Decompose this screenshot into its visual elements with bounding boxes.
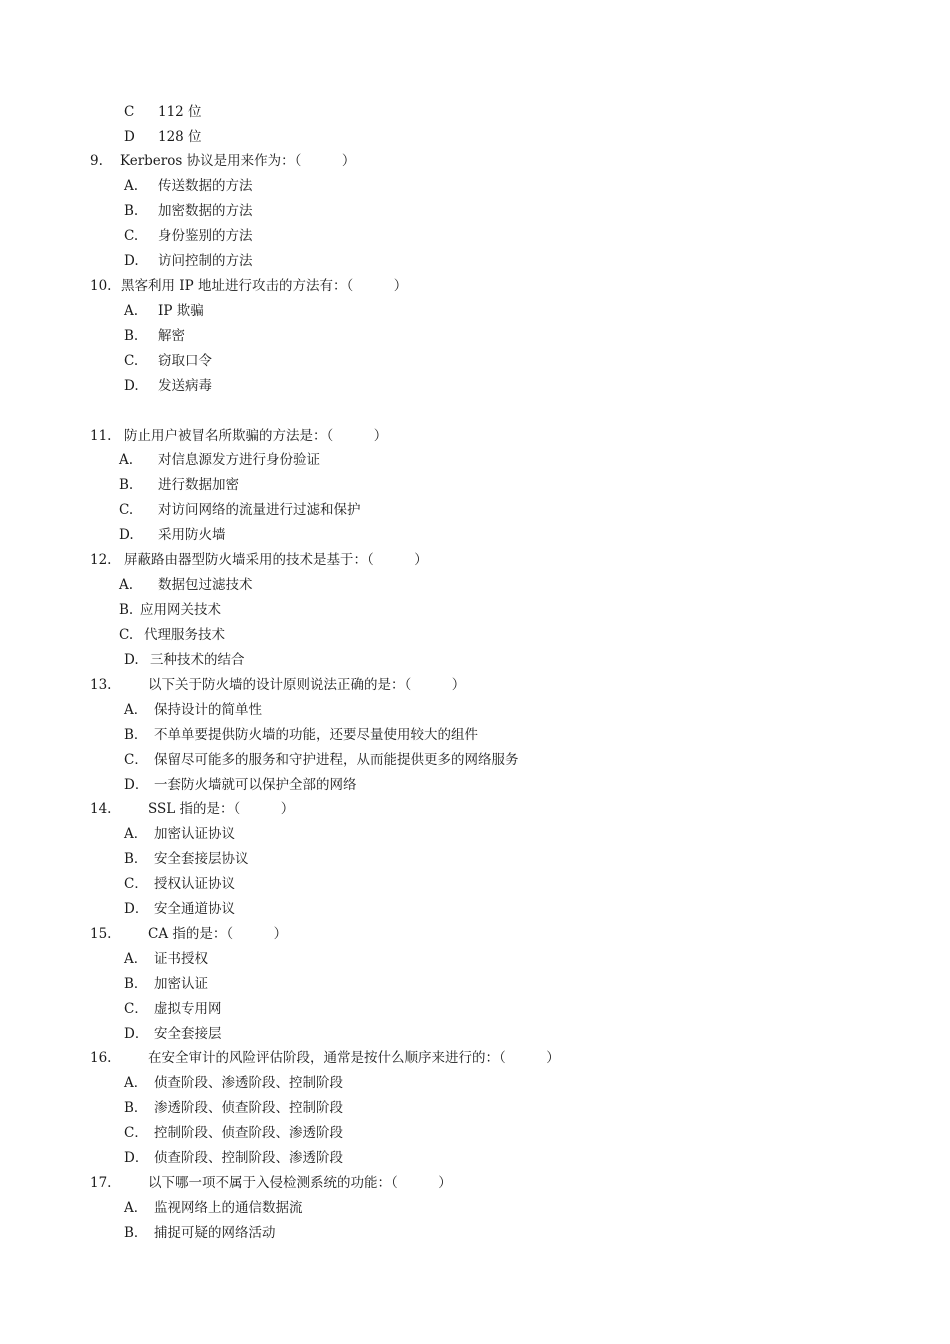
- option-text: 对访问网络的流量进行过滤和保护: [158, 502, 361, 518]
- option-label: D.: [119, 527, 134, 543]
- option-label: D.: [124, 652, 139, 668]
- option-text: 应用网关技术: [140, 602, 221, 618]
- question-text: 以下哪一项不属于入侵检测系统的功能：（ ）: [148, 1175, 452, 1191]
- option-text: 传送数据的方法: [158, 178, 253, 194]
- option-label: A．: [124, 1075, 148, 1091]
- question-label: 9.: [90, 153, 103, 169]
- question-label: 11.: [90, 428, 112, 444]
- option-text: 代理服务技术: [144, 627, 225, 643]
- question-label: 15.: [90, 926, 112, 942]
- option-label: C.: [119, 627, 134, 643]
- option-label: C: [124, 104, 135, 120]
- option-text: IP 欺骗: [158, 303, 204, 319]
- question-text: 防止用户被冒名所欺骗的方法是：（ ）: [124, 428, 388, 444]
- option-label: B.: [124, 328, 139, 344]
- question-text: Kerberos 协议是用来作为：（ ）: [120, 153, 356, 169]
- option-text: 虚拟专用网: [154, 1001, 222, 1017]
- option-text: 进行数据加密: [158, 477, 239, 493]
- option-label: C.: [124, 353, 139, 369]
- option-label: A.: [124, 178, 139, 194]
- option-label: D.: [124, 253, 139, 269]
- option-text: 保留尽可能多的服务和守护进程，从而能提供更多的网络服务: [154, 752, 519, 768]
- option-text: 授权认证协议: [154, 876, 235, 892]
- question-text: 以下关于防火墙的设计原则说法正确的是：（ ）: [148, 677, 466, 693]
- option-text: 安全套接层协议: [154, 851, 249, 867]
- option-label: A.: [119, 452, 134, 468]
- option-text: 窃取口令: [158, 353, 212, 369]
- option-label: A．: [124, 1200, 148, 1216]
- option-label: D.: [124, 378, 139, 394]
- option-text: 安全通道协议: [154, 901, 235, 917]
- option-text: 采用防火墙: [158, 527, 226, 543]
- option-label: C.: [119, 502, 134, 518]
- option-label: B.: [119, 477, 134, 493]
- option-text: 监视网络上的通信数据流: [154, 1200, 303, 1216]
- question-label: 10.: [90, 278, 112, 294]
- option-label: A.: [119, 577, 134, 593]
- option-text: 三种技术的结合: [150, 652, 245, 668]
- option-text: 不单单要提供防火墙的功能，还要尽量使用较大的组件: [154, 727, 478, 743]
- option-text: 对信息源发方进行身份验证: [158, 452, 320, 468]
- option-label: D．: [124, 1026, 149, 1042]
- option-text: 数据包过滤技术: [158, 577, 253, 593]
- option-label: B．: [124, 976, 148, 992]
- option-label: B．: [124, 1100, 148, 1116]
- option-text: 访问控制的方法: [158, 253, 253, 269]
- option-label: C．: [124, 1001, 148, 1017]
- option-text: 发送病毒: [158, 378, 212, 394]
- option-label: D．: [124, 901, 149, 917]
- option-text: 安全套接层: [154, 1026, 222, 1042]
- option-label: D．: [124, 777, 149, 793]
- option-text: 控制阶段、侦查阶段、渗透阶段: [154, 1125, 343, 1141]
- question-text: CA 指的是：（ ）: [148, 926, 288, 942]
- question-label: 17.: [90, 1175, 112, 1191]
- option-label: B．: [124, 727, 148, 743]
- option-text: 128 位: [158, 129, 202, 145]
- question-label: 14.: [90, 801, 112, 817]
- option-text: 解密: [158, 328, 185, 344]
- option-text: 身份鉴别的方法: [158, 228, 253, 244]
- option-label: C．: [124, 876, 148, 892]
- option-text: 侦查阶段、渗透阶段、控制阶段: [154, 1075, 343, 1091]
- option-label: C．: [124, 752, 148, 768]
- option-text: 捕捉可疑的网络活动: [154, 1225, 276, 1241]
- option-text: 渗透阶段、侦查阶段、控制阶段: [154, 1100, 343, 1116]
- option-text: 加密认证协议: [154, 826, 235, 842]
- option-text: 一套防火墙就可以保护全部的网络: [154, 777, 357, 793]
- option-label: A．: [124, 826, 148, 842]
- option-label: B.: [119, 602, 134, 618]
- option-label: B.: [124, 203, 139, 219]
- option-text: 保持设计的简单性: [154, 702, 262, 718]
- question-label: 16.: [90, 1050, 112, 1066]
- question-text: 黑客利用 IP 地址进行攻击的方法有：（ ）: [121, 278, 408, 294]
- option-text: 侦查阶段、控制阶段、渗透阶段: [154, 1150, 343, 1166]
- option-text: 112 位: [158, 104, 202, 120]
- option-label: C.: [124, 228, 139, 244]
- option-text: 证书授权: [154, 951, 208, 967]
- question-text: SSL 指的是：（ ）: [148, 801, 295, 817]
- option-label: B．: [124, 851, 148, 867]
- question-text: 在安全审计的风险评估阶段，通常是按什么顺序来进行的：（ ）: [148, 1050, 560, 1066]
- question-label: 13.: [90, 677, 112, 693]
- option-text: 加密认证: [154, 976, 208, 992]
- question-text: 屏蔽路由器型防火墙采用的技术是基于：（ ）: [124, 552, 428, 568]
- option-label: A．: [124, 951, 148, 967]
- option-label: A．: [124, 702, 148, 718]
- option-label: B．: [124, 1225, 148, 1241]
- option-label: C．: [124, 1125, 148, 1141]
- option-label: D．: [124, 1150, 149, 1166]
- option-text: 加密数据的方法: [158, 203, 253, 219]
- option-label: D: [124, 129, 135, 145]
- question-label: 12.: [90, 552, 112, 568]
- option-label: A.: [124, 303, 139, 319]
